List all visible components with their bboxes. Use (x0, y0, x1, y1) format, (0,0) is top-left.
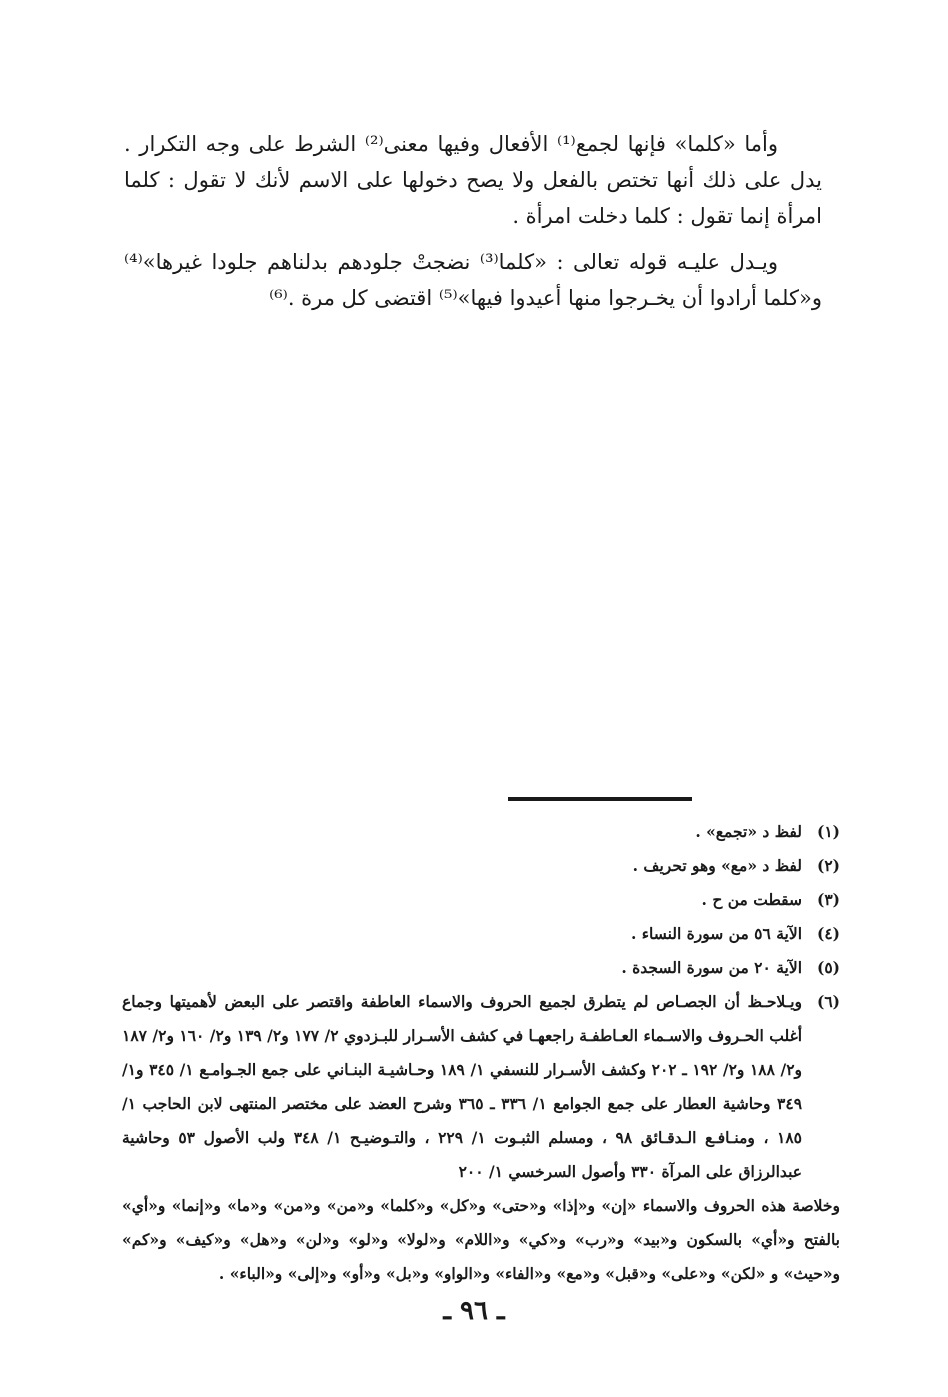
footnote-4 (122, 917, 840, 951)
footnote-number: (١) (816, 822, 840, 841)
footnotes-block (122, 815, 840, 1291)
footnote-2 (122, 849, 840, 883)
main-paragraph-2: ويـدل عليـه قوله تعالى : «كلما⁽³⁾ نضجتْ جلودهم بدلناهم جلودا غيرها»⁽⁴⁾ و«كلما أرادوا أن يخـرجوا منها أعيدوا فيها»⁽⁵⁾ اقتضى كل مرة .⁽⁶⁾ (124, 250, 822, 310)
footnote-text: سقطت من ح . (701, 890, 802, 909)
footnote-text: الآية ٥٦ من سورة النساء . (630, 924, 802, 943)
footnote-number: (٥) (816, 958, 840, 977)
footnote-6 (122, 985, 840, 1189)
footnote-text: ويـلاحـظ أن الجصـاص لم يتطرق لجميع الحروف والاسماء العاطفة واقتصر على البعض لأهميتها وجماع أغلب الحـروف والاسـماء العـاطفـة راجعهـا في كشف الأسـرار للبـزدوي ٢/ ١٧٧ و٢/ ١٣٩ و٢/ ١٦٠ و٢/ ١٨٧ و٢/ ١٨٨ و٢/ ١٩٢ ـ ٢٠٢ وكشف الأسـرار للنسفي ١/ ١٨٩ وحـاشيـة البنـاني على جمع الجـوامـع ١/ ٣٤٥ و١/ ٣٤٩ وحاشية العطار على جمع الجوامع ١/ ٣٣٦ ـ ٣٦٥ وشرح العضد على مختصر المنتهى لابن الحاجب ١/ ١٨٥ ، ومنـافـع الـدقـائق ٩٨ ، ومسلم الثبـوت ١/ ٢٢٩ ، والتـوضيـح ١/ ٣٤٨ ولب الأصول ٥٣ وحاشية عبدالرزاق على المرآة ٣٣٠ وأصول السرخسي ١/ ٢٠٠ (122, 992, 803, 1181)
footnote-text: لفظ د «مع» وهو تحريف . (632, 856, 802, 875)
footnote-number: (٤) (816, 924, 840, 943)
footnote-number: (٦) (816, 992, 840, 1011)
footnote-3 (122, 883, 840, 917)
main-paragraph-1: وأما «كلما» فإنها لجمع⁽¹⁾ الأفعال وفيها معنى⁽²⁾ الشرط على وجه التكرار . يدل على ذلك أنها تختص بالفعل ولا يصح دخولها على الاسم لأنك لا تقول : كلما امرأة إنما تقول : كلما دخلت امرأة . (124, 132, 822, 228)
page-number: ـ ٩٦ ـ (443, 1296, 505, 1326)
footnote-5 (122, 951, 840, 985)
footnote-number: (٣) (816, 890, 840, 909)
footnote-number: (٢) (816, 856, 840, 875)
footnote-text: الآية ٢٠ من سورة السجدة . (621, 958, 802, 977)
footnote-6-continuation: وخلاصة هذه الحروف والاسماء «إن» و«إذا» و«حتى» و«كل» و«كلما» و«من» و«من» و«ما» و«إنما» و«أي» بالفتح و«أي» بالسكون و«بيد» و«رب» و«كي» و«اللام» و«لولا» و«لو» و«لن» و«هل» و«كيف» و«كم» و«حيث» و «لكن» و«على» و«قبل» و«مع» و«الفاء» و«الواو» و«بل» و«أو» و«إلى» و«الباء» . (122, 1196, 840, 1283)
footnote-divider (508, 797, 692, 801)
footnote-1 (122, 815, 840, 849)
main-text-block (124, 126, 822, 326)
footnote-text: لفظ د «تجمع» . (695, 822, 802, 841)
